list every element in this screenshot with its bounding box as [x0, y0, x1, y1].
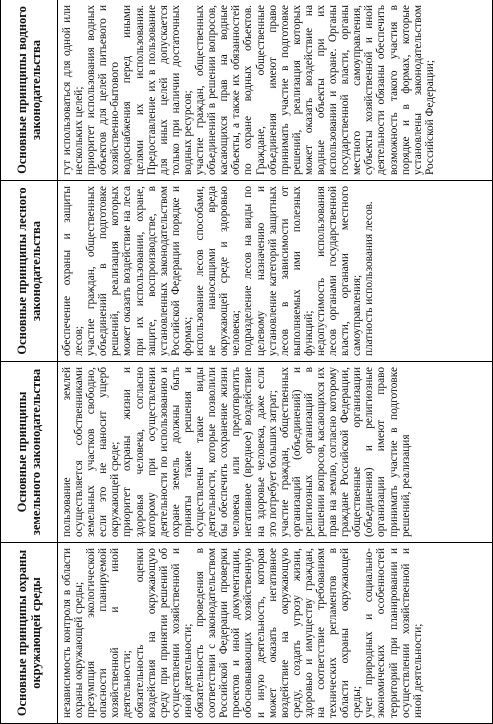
column-forest-law: [58, 181, 493, 362]
list-item: участие граждан, общественных объединений в решении вопросов, касающихся прав на водные объекты, а также их обязанностей по охране водных объектов. Граждане, общественные объединения имеют право принимать участие в подготовке решений, реализация которых может оказать воздействие на водные объекты при их использовании и охране. Органы государственной власти, органы местного самоуправления, субъекты хозяйственной и иной деятельности обязаны обеспечить возможность такого участия в порядке и в формах, которые установлены законодательством Российской Федерации;: [194, 5, 436, 175]
header-environment: Основные принципы охраны окружающей среды: [1, 543, 58, 724]
list-item: участие граждан, общественных объединений в подготовке решений, реализация которых может оказать воздействие на леса при их использовании, охране, защите, воспроизводстве, в установленных законодательством Российской Федерации порядке и формах;: [85, 186, 194, 356]
list-item: использование лесов способами, не наносящими вреда окружающей среде и здоровью человека;: [194, 186, 243, 356]
list-item: обязательность оценки воздействия на окружающую среду при принятии решений об осуществлении хозяйственной и иной деятельности;: [133, 548, 194, 718]
list-item: гут использоваться для одной или нескольких целей;: [61, 5, 86, 175]
list-item: презумпция экологической опасности планируемой хозяйственной и иной деятельности;: [85, 548, 134, 718]
column-environment: [58, 543, 493, 724]
list-item: обеспечение охраны и защиты лесов;: [61, 186, 86, 356]
list-item: обязательность проведения в соответствии с законодательством Российской Федерации проверки проектов и иной документации, обосновывающих хозяйственную и иную деятельность, которая может оказать негативное воздействие на окружающую среду, создать угрозу жизни, здоровью и имуществу граждан, на соответствие требованиям технических регламентов в области охраны окружающей среды;: [194, 548, 364, 718]
list-item: недопустимость использования лесов органами государственной власти, органами местного самоуправления;: [314, 186, 364, 356]
list-item: пользование землей осуществляется собственниками земельных участков свободно, если это не наносит ущерб окружающей среде;: [61, 367, 122, 537]
list-item: приоритет использования водных объектов для целей питьевого и хозяйственно-бытового водоснабжения перед иными целями их использования. Предоставление их в пользование для иных целей допускается только при наличии достаточных водных ресурсов;: [85, 5, 194, 175]
header-land-law: Основные принципы земельного законодательства: [1, 362, 58, 543]
header-forest-law: Основные принципы лесного законодательства: [1, 181, 58, 362]
list-item: платность использования лесов.: [363, 201, 376, 356]
list-item: подразделение лесов на виды по целевому назначению и установление категорий защитных лесов в зависимости от выполняемых ими полезных функций;: [242, 186, 315, 356]
header-row: [1, 0, 58, 724]
list-item: учет природных и социально-экономических особенностей территорий при планировании и осуществлении хозяйственной и иной деятельности;: [363, 548, 424, 718]
column-land-law: [58, 362, 493, 543]
content-row: [58, 0, 493, 724]
list-item: участие граждан, общественных организаций (объединений) и религиозных организаций в решении вопросов, касающихся их прав на землю, согласно которому граждане Российской Федерации, общественные организации (объединения) и религиозные организации имеют право принимать участие в подготовке решений, реализация: [278, 367, 412, 537]
list-item: приоритет охраны жизни и здоровья человека, согласно которому при осуществлении деятельности по использованию и охране земель должны быть приняты такие решения и осуществлены такие виды деятельности, которые позволили бы обеспечить сохранение жизни человека или предотвратить негативное (вредное) воздействие на здоровье человека, даже если это потребует больших затрат;: [121, 367, 279, 537]
header-water-law: Основные принципы водного законодательства: [1, 0, 58, 181]
column-water-law: [58, 0, 493, 181]
list-item: независимость контроля в области охраны окружающей среды;: [61, 548, 86, 718]
